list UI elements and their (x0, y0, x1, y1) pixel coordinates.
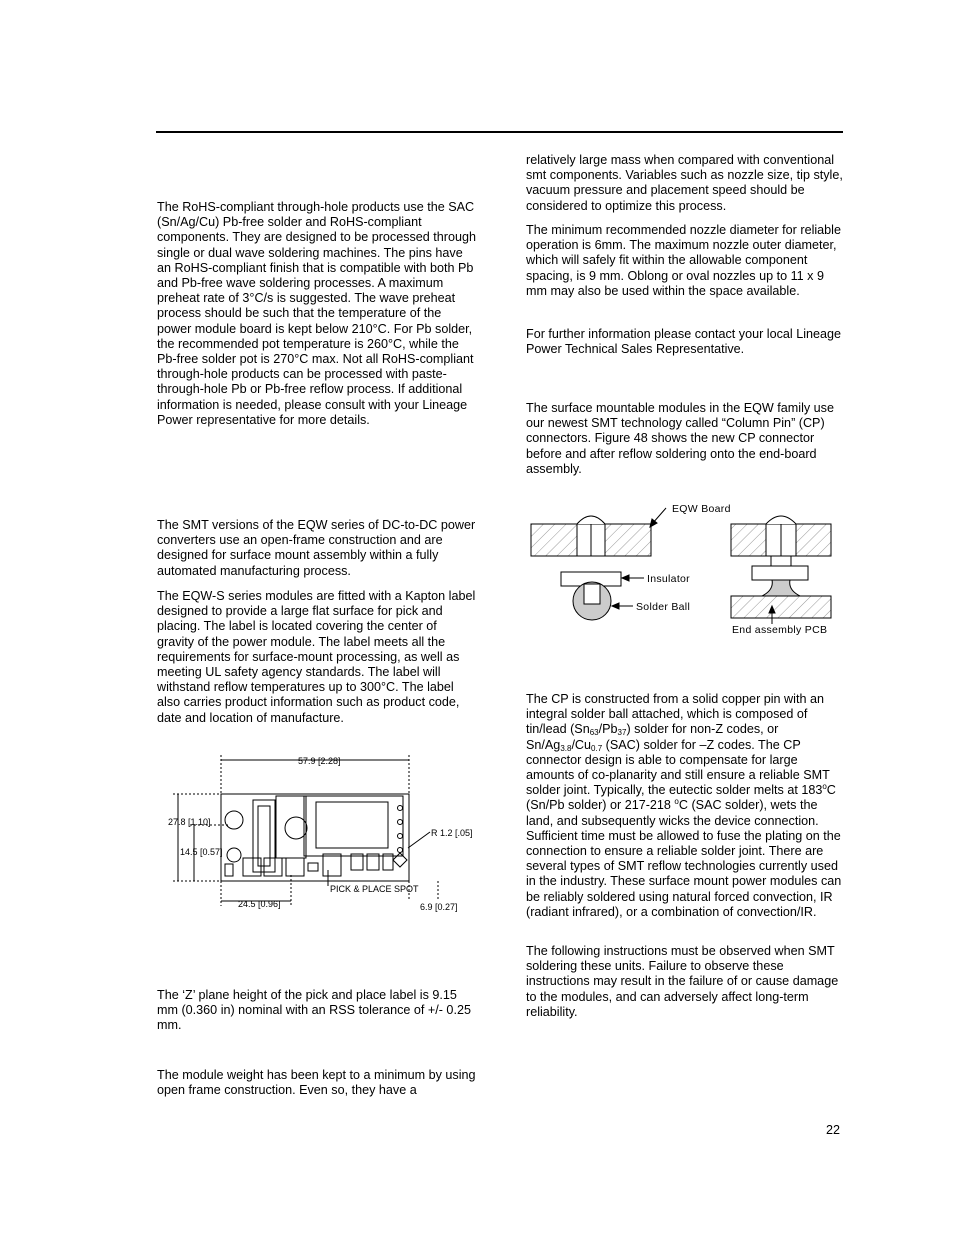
width-dimension-label: 57.9 [2.28] (298, 756, 341, 766)
eqw-board-label: EQW Board (672, 503, 731, 515)
column-pin-description-paragraph: The CP is constructed from a solid copper pin with an integral solder ball attached, which is composed of tin/lead $(Sn_{63}/Pb_{37})$ solder for non-Z codes, or $Sn/Ag_{3.8}/Cu_{0.7}$ (SAC) solder for –Z codes. The CP connector design is able to compensate for large amounts of co-planarity and still ensure a reliable SMT solder joint. Typically, the eutectic solder melts at 183$^o$C (Sn/Pb solder) or 217-218 $^o$C (SAC solder), wets the land, and subsequently wicks the device connection. Sufficient time must be allowed to fuse the plating on the connection to ensure a reliable solder joint. There are several types of SMT reflow technologies currently used in the industry. These surface mount power modules can be reliably soldered using natural forced convection, IR (radiant infrared), or a combination of convection/IR. (526, 692, 842, 919)
column-pin-intro-paragraph: The surface mountable modules in the EQW family use our newest SMT technology called “Column Pin” (CP) connectors. Figure 48 shows the new CP connector before and after reflow soldering onto the end-board assembly. (526, 401, 834, 476)
edge-dimension-label: 6.9 [0.27] (420, 902, 458, 912)
instructions-paragraph: The following instructions must be observed when SMT soldering these units. Failure to observe these instructions may result in the failure of or cause damage to the modules, and can adversely affect long-term reliability. (526, 944, 839, 1019)
pick-place-label: PICK & PLACE SPOT (330, 884, 419, 894)
header-rule (156, 131, 843, 133)
column-pin-figure (526, 496, 846, 641)
end-assembly-pcb-label: End assembly PCB (732, 624, 828, 636)
offset-dimension-label: 24.5 [0.96] (238, 899, 281, 909)
weight-paragraph: The module weight has been kept to a minimum by using open frame construction. Even so, they have a (157, 1068, 476, 1098)
page-number: 22 (826, 1123, 841, 1137)
radius-label: R 1.2 [.05] (431, 828, 473, 838)
insulator-label: Insulator (647, 573, 690, 585)
height-dimension-label: 27.8 [1.10] (168, 817, 211, 827)
smt-paragraph: The SMT versions of the EQW series of DC-to-DC power converters use an open-frame construction and are designed for surface mount assembly within a fully automated manufacturing process. (157, 518, 476, 578)
rohs-paragraph: The RoHS-compliant through-hole products use the SAC (Sn/Ag/Cu) Pb-free solder and RoHS-compliant components. They are designed to be processed through single or dual wave soldering machines. The pins have an RoHS-compliant finish that is compatible with both Pb and Pb-free wave soldering processes. A maximum preheat rate of 3°C/s is suggested. The wave preheat process should be such that the temperature of the power module board is kept below 210°C. For Pb solder, the recommended pot temperature is 260°C, while the Pb-free solder pot is 270°C max. Not all RoHS-compliant through-hole products can be processed with paste-through-hole Pb or Pb-free reflow process. If additional information is needed, please consult with your Lineage Power representative for more details. (157, 200, 477, 427)
nozzle-paragraph: The minimum recommended nozzle diameter for reliable operation is 6mm. The maximum nozzle outer diameter, which will safely fit within the allowable component spacing, is 9 mm. Oblong or oval nozzles up to 11 x 9 mm may also be used within the space available. (526, 223, 841, 298)
contact-paragraph: For further information please contact your local Lineage Power Technical Sales Representative. (526, 327, 842, 357)
label-paragraph: The EQW-S series modules are fitted with a Kapton label designed to provide a large flat surface for pick and placing. The label is located covering the center of gravity of the power module. The label meets all the requirements for surface-mount processing, as well as meeting UL safety agency standards. The label will withstand reflow temperatures up to 300°C. The label also carries product information such as product code, date and location of manufacture. (157, 589, 476, 725)
mass-paragraph: relatively large mass when compared with conventional smt components. Variables such as nozzle size, tip style, vacuum pressure and placement speed should be considered to optimize this process. (526, 153, 843, 213)
inner-height-label: 14.5 [0.57] (180, 847, 223, 857)
module-dimension-drawing (168, 750, 478, 915)
solder-ball-label: Solder Ball (636, 601, 691, 613)
z-plane-paragraph: The ‘Z’ plane height of the pick and place label is 9.15 mm (0.360 in) nominal with an RSS tolerance of +/- 0.25 mm. (157, 988, 471, 1033)
